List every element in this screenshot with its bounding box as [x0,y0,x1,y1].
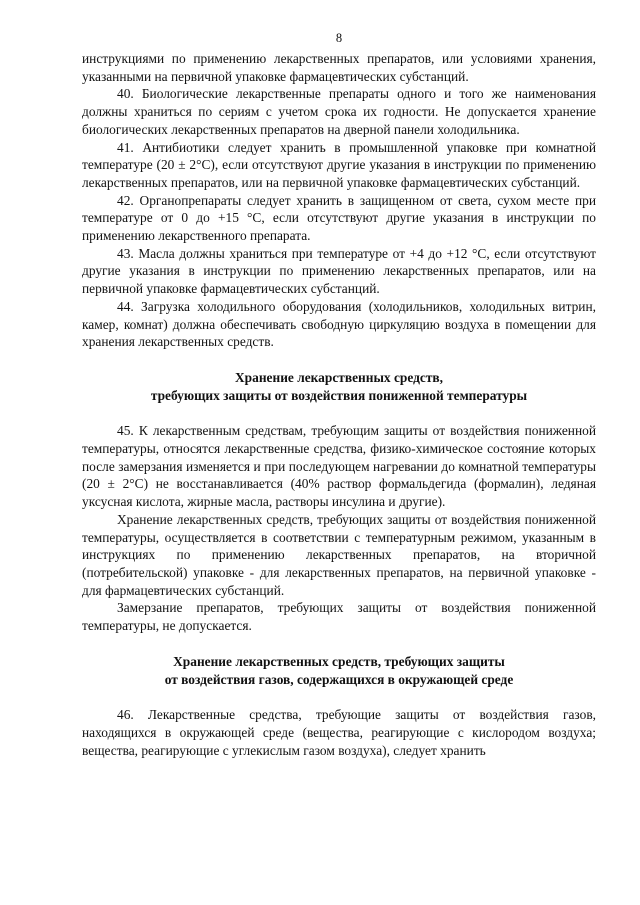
paragraph-41: 41. Антибиотики следует хранить в промышленной упаковке при комнатной температуре (20 ± 2°С), если отсутствуют другие указания в инструкции по применению лекарственных препаратов, или на первичной упаковке фармацевтических субстанций. [82,139,596,190]
heading-line: Хранение лекарственных средств, [235,369,443,385]
paragraph-43: 43. Масла должны храниться при температуре от +4 до +12 °С, если отсутствуют другие указания в инструкции по применению лекарственных препаратов, или на первичной упаковке фармацевтических субстанций. [82,245,596,297]
paragraph-44: 44. Загрузка холодильного оборудования (холодильников, холодильных витрин, камер, комнат) должна обеспечивать свободную циркуляцию воздуха в помещении для хранения лекарственных средств. [82,298,596,350]
heading-line: от воздействия газов, содержащихся в окружающей среде [164,671,514,687]
heading-line: требующих защиты от воздействия пониженной температуры [150,387,528,403]
paragraph-46: 46. Лекарственные средства, требующие защиты от воздействия газов, находящихся в окружающей среде (вещества, реагирующие с кислородом воздуха; вещества, реагирующие с углекислым газом воздуха), следует хранить [82,707,596,758]
paragraph-45: 45. К лекарственным средствам, требующим защиты от воздействия пониженной температуры, относятся лекарственные средства, физико-химическое состояние которых после замерзания изменяется и при последующем нагревании до комнатной температуры (20 ± 2°С) не восстанавливается (40% раствор формальдегида (формалин), ледяная уксусная кислота, жирные масла, растворы инсулина и другие). [82,423,596,510]
paragraph-low-temp-storage: Хранение лекарственных средств, требующих защиты от воздействия пониженной температуры, осуществляется в соответствии с температурным режимом, указанным в инструкциях по применению лекарственных препаратов, на вторичной (потребительской) упаковке - для лекарственных препаратов, на первичной упаковке - для фармацевтических субстанций. [82,511,596,598]
paragraph-freezing-prohibited: Замерзание препаратов, требующих защиты от воздействия пониженной температуры, не допускается. [82,600,596,634]
document-body [82,50,596,759]
section-heading-low-temperature [82,369,596,404]
paragraph-continuation: инструкциями по применению лекарственных препаратов, или условиями хранения, указанными на первичной упаковке фармацевтических субстанций. [82,51,596,84]
paragraph-42: 42. Органопрепараты следует хранить в защищенном от света, сухом месте при температуре от 0 до +15 °С, если отсутствуют другие указания в инструкции по применению лекарственного препарата. [82,192,596,244]
section-heading-gases [82,653,596,688]
heading-line: Хранение лекарственных средств, требующих защиты [173,653,505,669]
paragraph-40: 40. Биологические лекарственные препараты одного и того же наименования должны храниться по сериям с учетом срока их годности. Не допускается хранение биологических лекарственных препаратов на дверной панели холодильника. [82,86,596,137]
page-number: 8 [335,31,343,45]
